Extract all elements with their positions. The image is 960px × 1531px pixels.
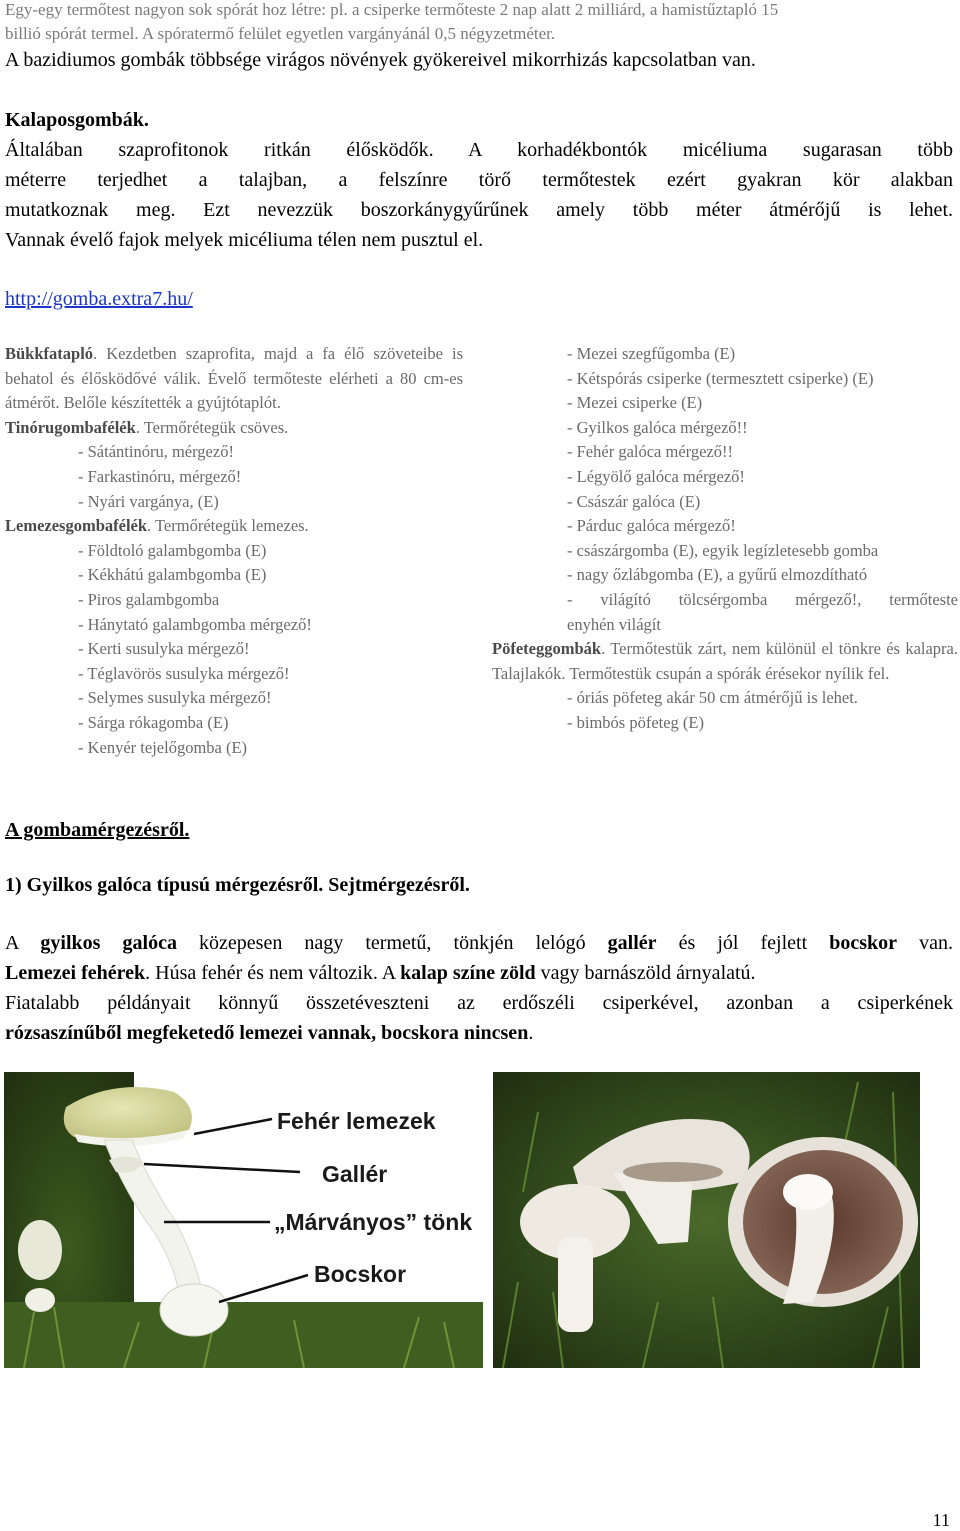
list-item: - Császár galóca (E) [567, 491, 701, 511]
list-item: - Kenyér tejelőgomba (E) [78, 737, 248, 757]
list-item: enyhén világít [567, 614, 661, 634]
label-volva: Bocskor [314, 1261, 407, 1287]
label-white-gills: Fehér lemezek [277, 1108, 436, 1134]
text-run: A [5, 932, 41, 954]
label-ring: Gallér [322, 1161, 388, 1187]
list-item: - Kétspórás csiperke (termesztett csiperke) (E) [567, 368, 874, 388]
bukkfataplo-paragraph [5, 342, 463, 416]
bold-run: kalap színe zöld [400, 962, 536, 984]
text-run: közepesen nagy termetű, tönkjén lelógó [176, 932, 608, 954]
poisoning-heading: A gombamérgezésről. [5, 819, 190, 841]
text-run: vagy barnászöld árnyalatú. [535, 962, 756, 984]
list-item: - Hánytató galambgomba mérgező! [78, 614, 312, 634]
list-item: - Mezei szegfűgomba (E) [567, 344, 736, 363]
lemez-heading [5, 514, 463, 539]
death-cap-labeled-photo [4, 1072, 483, 1368]
page-number: 11 [932, 1510, 950, 1530]
death-cap-illustration [4, 1072, 483, 1368]
paragraph-line [5, 958, 953, 988]
cap-fungi-paragraph [5, 135, 953, 255]
right-column [492, 342, 958, 736]
list-item: - Fehér galóca mérgező!! [567, 442, 733, 462]
pofeteg-paragraph [492, 637, 958, 686]
list-item: - Téglavörös susulyka mérgező! [78, 663, 290, 683]
text-run: . [528, 1022, 534, 1044]
list-item: - bimbós pöfeteg (E) [567, 712, 705, 732]
intro-line: billió spórát termel. A spóratermő felület egyetlen vargányánál 0,5 négyzetméter. [5, 24, 556, 43]
paragraph-line: méterre terjedhet a talajban, a felszínre törő termőtestek ezért gyakran kör alakban [5, 169, 953, 191]
paragraph-line: Fiatalabb példányait könnyű összetéveszteni az erdőszéli csiperkével, azonban a csiperkének [5, 992, 953, 1014]
list-item: - nagy őzlábgomba (E), a gyűrű elmozdítható [567, 565, 868, 585]
pofeteg-text: . Termőtestük zárt, nem különül el tönkre és kalapra. Talajlakók. Termőtestük csupán a spórák érésekor nyílik fel. [492, 639, 958, 683]
list-item: - Mezei csiperke (E) [567, 393, 703, 413]
tinoru-title: Tinórugombafélék [5, 417, 136, 437]
list-item: - Farkastinóru, mérgező! [78, 466, 242, 486]
paragraph-line: Vannak évelő fajok melyek micéliuma télen nem pusztul el. [5, 229, 484, 251]
bukkfataplo-text: . Kezdetben szaprofita, majd a fa élő szöveteibe is behatol és élősködővé válik. Évelő termőteste elérheti a 80 cm-es átmérőt. Belőle készítették a gyújtótaplót. [5, 344, 463, 413]
list-item: - Sárga rókagomba (E) [78, 712, 229, 732]
source-link[interactable]: http://gomba.extra7.hu/ [5, 288, 193, 310]
list-item: - császárgomba (E), egyik legízletesebb gomba [567, 540, 879, 560]
intro-text [5, 0, 955, 46]
pofeteg-title: Pöfeteggombák [492, 639, 602, 659]
tinoru-text: . Termőrétegük csöves. [135, 417, 289, 437]
bukkfataplo-title: Bükkfatapló [5, 344, 94, 363]
list-item: - Légyölő galóca mérgező! [567, 466, 745, 486]
text-run: . Húsa fehér és nem változik. A [145, 962, 401, 984]
bold-run: Lemezei fehérek [5, 962, 146, 984]
paragraph-line [5, 928, 953, 958]
list-item: - Piros galambgomba [78, 589, 220, 609]
label-marbled-stem: „Márványos” tönk [274, 1209, 473, 1235]
bold-run: gyilkos galóca [40, 932, 177, 954]
section-heading-cap-fungi: Kalaposgombák. [5, 109, 149, 131]
list-item: - Selymes susulyka mérgező! [78, 688, 272, 708]
list-item: - Kékhátú galambgomba (E) [78, 565, 267, 585]
tinoru-heading [5, 416, 463, 441]
left-column [5, 342, 463, 760]
bold-run: bocskor [829, 932, 898, 954]
paragraph-line [5, 1018, 953, 1048]
list-item: - Sátántinóru, mérgező! [78, 442, 234, 462]
lemez-text: . Termőrétegük lemezes. [147, 516, 309, 536]
list-item: - Földtoló galambgomba (E) [78, 540, 267, 560]
poisoning-subheading: 1) Gyilkos galóca típusú mérgezésről. Sejtmérgezésről. [5, 874, 470, 896]
list-item: - óriás pöfeteg akár 50 cm átmérőjű is lehet. [567, 688, 858, 708]
bold-run: gallér [607, 932, 657, 954]
list-item: - Nyári vargánya, (E) [78, 491, 219, 511]
lemez-title: Lemezesgombafélék [5, 516, 148, 536]
list-item: - világító tölcsérgomba mérgező!, termőteste [567, 589, 958, 609]
paragraph-line: Általában szaprofitonok ritkán élősködők. A korhadékbontók micéliuma sugarasan több [5, 139, 953, 161]
paragraph-line: mutatkoznak meg. Ezt nevezzük boszorkánygyűrűnek amely több méter átmérőjű is lehet. [5, 199, 953, 221]
list-item: - Gyilkos galóca mérgező!! [567, 417, 748, 437]
list-item: - Kerti susulyka mérgező! [78, 639, 250, 659]
mushroom-comparison-photo [493, 1072, 920, 1368]
mushrooms-illustration [493, 1072, 920, 1368]
death-cap-paragraph [5, 928, 953, 1048]
text-run: és jól fejlett [656, 932, 830, 954]
intro-line: Egy-egy termőtest nagyon sok spórát hoz létre: pl. a csiperke termőteste 2 nap alatt 2 milliárd, a hamistűztapló 15 [5, 0, 779, 19]
list-item: - Párduc galóca mérgező! [567, 516, 736, 536]
bold-run: rózsaszínűből megfeketedő lemezei vannak, bocskora nincsen [5, 1022, 529, 1044]
text-run: van. [897, 932, 953, 954]
mycorrhiza-line: A bazidiumos gombák többsége virágos növények gyökereivel mikorrhizás kapcsolatban van. [5, 49, 756, 71]
